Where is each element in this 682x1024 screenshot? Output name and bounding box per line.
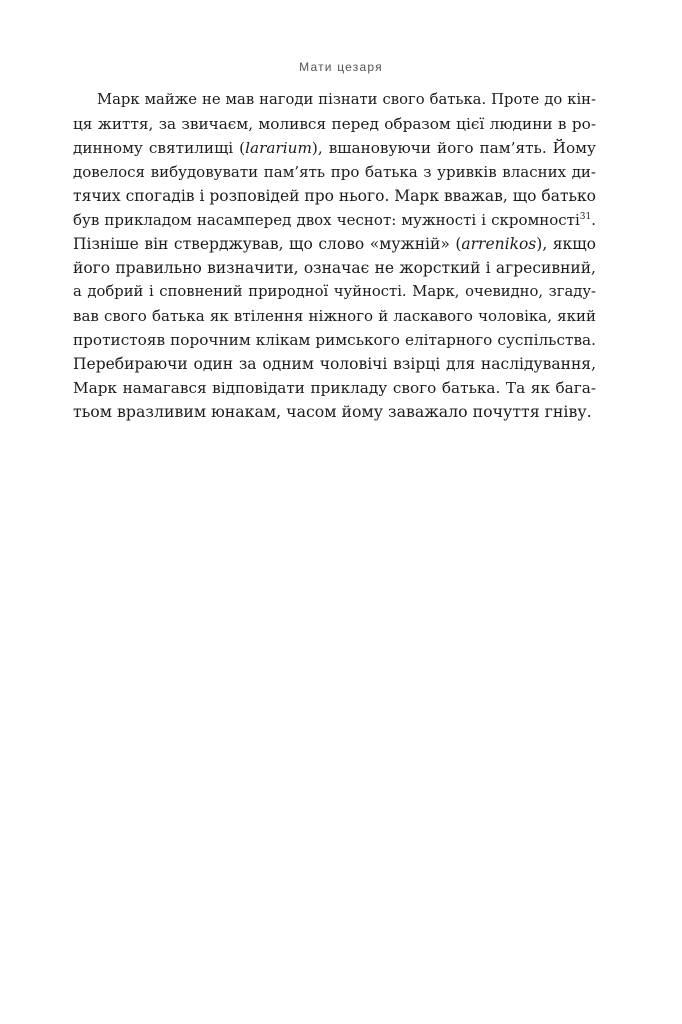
text-line: ця життя, за звичаєм, молився перед образом цієї людини в ро- (73, 115, 596, 133)
text-line: Пізніше він стверджував, що слово «мужній» (arrenikos), якщо (73, 235, 596, 253)
text-line: протистояв порочним клікам римського елітарного суспільства. (73, 331, 596, 349)
footnote-marker: 31 (579, 212, 592, 222)
text-line: тьом вразливим юнакам, часом йому заважало почуття гніву. (73, 402, 592, 421)
text-line: тячих спогадів і розповідей про нього. Марк вважав, що батько (73, 187, 596, 205)
text-line: вав свого батька як втілення ніжного й ласкавого чоловіка, який (73, 307, 596, 325)
text-line: а добрий і сповнений природної чуйності. Марк, очевидно, згаду- (73, 283, 596, 300)
text-line: Марк майже не мав нагоди пізнати свого батька. Проте до кін- (97, 91, 596, 108)
text-line: Перебираючи один за одним чоловічі взірці для наслідування, (73, 355, 596, 373)
text-line: Марк намагався відповідати прикладу свого батька. Та як бага- (73, 379, 596, 397)
running-head: Мати цезаря (299, 60, 383, 74)
greek-term: arrenikos (461, 235, 537, 253)
text-line: довелося вибудовувати пам’ять про батька з уривків власних ди- (73, 163, 596, 181)
text-line: його правильно визначити, означає не жорсткий і агресивний, (73, 259, 596, 277)
text-line: динному святилищі (lararium), вшановуючи його пам’ять. Йому (73, 139, 596, 157)
text-line: був прикладом насамперед двох чеснот: мужності і скромності$^{31}$. (73, 211, 596, 229)
body-paragraph (73, 88, 596, 424)
latin-term: lararium (245, 139, 312, 157)
